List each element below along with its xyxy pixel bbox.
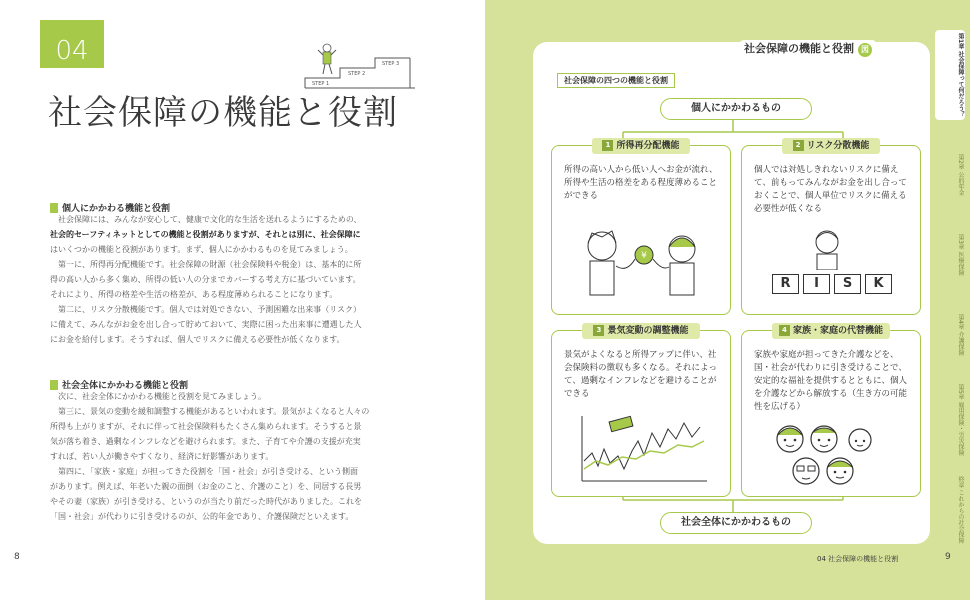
box-heading <box>582 323 700 339</box>
sidebar-item-chapter1[interactable] <box>935 30 965 120</box>
section-marker <box>50 203 58 213</box>
family-faces-illustration <box>772 423 892 489</box>
section1-body <box>50 212 418 347</box>
box-description: 景気がよくなると所得アップに伴い、社会保険料の徴収も多くなる。それによって、過剰なインフレなどを避けることができる <box>564 350 718 399</box>
figure-badge: 図 <box>858 43 872 57</box>
individual-pill: 個人にかかわるもの <box>660 98 812 120</box>
paragraph-line: 社会保障には、みんなが安心して、健康で文化的な生活を送れるようにするための、 <box>58 215 362 224</box>
section-marker <box>50 380 58 390</box>
box-title: リスク分散機能 <box>806 141 870 151</box>
stairs-label-3: STEP 3 <box>382 61 400 67</box>
paragraph-line: 次に、社会全体にかかわる機能と役割を見てみましょう。 <box>58 392 266 401</box>
box-heading <box>772 323 890 339</box>
paragraph-line: にお金を給付します。そうすれば、個人でリスクに備える必要性が低くなります。 <box>50 335 345 344</box>
chapter-sidebar <box>935 30 965 560</box>
paragraph-line: やその妻（家族）が引き受ける、というのが当たり前だった時代がありました。これを <box>50 497 362 506</box>
stairs-label-1: STEP 1 <box>312 81 330 87</box>
sidebar-item-chapter3[interactable] <box>935 220 965 290</box>
box-heading <box>592 138 690 154</box>
figure-title <box>740 40 876 57</box>
risk-blocks <box>772 274 892 294</box>
box-title: 景気変動の調整機能 <box>607 326 689 336</box>
box-family-substitution <box>741 326 921 497</box>
box-description: 家族や家庭が担ってきた介護などを、国・社会が代わりに引き受けることで、安定的な福祉を提供するとともに、個人を介護などから解放する（生き方の可能性を広げる） <box>754 350 908 412</box>
paragraph-line: 第三に、景気の変動を緩和調整する機能があるといわれます。景気がよくなると人々の <box>58 407 370 416</box>
sidebar-item-chapter4[interactable] <box>935 300 965 370</box>
risk-block-r: R <box>772 274 799 294</box>
running-footer: 04 社会保障の機能と役割 <box>817 555 899 563</box>
paragraph-line: があります。例えば、年老いた親の面倒（お金のこと、介護のこと）を、同居する長男 <box>50 482 362 491</box>
paragraph-line: はいくつかの機能と役割があります。まず、個人にかかわるものを見てみましょう。 <box>50 245 353 254</box>
paragraph-line: 気が落ち着き、過剰なインフレなどを避けられます。また、子育てや介護の支援が充実 <box>50 437 361 446</box>
society-pill: 社会全体にかかわるもの <box>660 512 812 534</box>
chapter-number-tab: 04 <box>40 20 104 68</box>
box-number: 3 <box>593 325 604 336</box>
sidebar-item-label: 終章 これからの社会保障 <box>957 476 964 544</box>
page-number-left: 8 <box>14 552 20 562</box>
box-title: 家族・家庭の代替機能 <box>792 326 883 336</box>
box-number: 4 <box>779 325 790 336</box>
box-economic-stabilization <box>551 326 731 497</box>
box-number: 2 <box>793 140 804 151</box>
box-number: 1 <box>602 140 613 151</box>
climbing-person-icon <box>318 44 336 74</box>
face-icon <box>849 429 871 451</box>
face-icon <box>827 458 853 484</box>
stairs-illustration <box>300 40 420 90</box>
section-heading-text: 個人にかかわる機能と役割 <box>62 204 171 214</box>
sidebar-item-label: 第3章 医療保険 <box>957 234 964 276</box>
sidebar-item-final[interactable] <box>935 470 965 550</box>
money-transfer-illustration <box>572 221 712 301</box>
person-with-phone-illustration <box>797 228 857 270</box>
economy-chart-illustration <box>572 411 712 486</box>
risk-block-i: I <box>803 274 830 294</box>
face-icon <box>793 458 819 484</box>
risk-block-s: S <box>834 274 861 294</box>
paragraph-line: に備えて、みんながお金を出し合って貯めておいて、実際に困った出来事に遭遇した人 <box>50 320 362 329</box>
face-icon <box>777 426 803 452</box>
section-heading-text: 社会全体にかかわる機能と役割 <box>62 381 189 391</box>
risk-block-k: K <box>865 274 892 294</box>
paragraph-line: 第四に、「家族・家庭」が担ってきた役割を「国・社会」が引き受ける、という側面 <box>58 467 358 476</box>
sidebar-item-label: 第1章 社会保障って何だろう？ <box>957 32 964 118</box>
sidebar-item-label: 第2章 公的年金 <box>957 154 964 196</box>
figure-subheading: 社会保障の四つの機能と役割 <box>557 73 675 88</box>
stairs-label-2: STEP 2 <box>348 71 366 77</box>
paragraph-line: 「国・社会」が代わりに引き受けるのが、公的年金であり、介護保険だといえます。 <box>50 512 354 521</box>
page-number-right: 9 <box>945 552 951 562</box>
paragraph-line: 所得も上がりますが、それに伴って社会保険料もたくさん集められます。そうすると景 <box>50 422 362 431</box>
paragraph-line: 社会的セーフティネットとしての機能と役割がありますが、それとは別に、社会保障に <box>50 230 361 239</box>
sidebar-item-chapter5[interactable] <box>935 380 965 460</box>
paragraph-line: すれば、若い人が働きやすくなり、経済に好影響があります。 <box>50 452 274 461</box>
sidebar-item-label: 第5章 雇用保険・労災保険 <box>957 384 964 456</box>
svg-text:¥: ¥ <box>641 251 647 261</box>
face-icon <box>811 426 837 452</box>
box-description: 所得の高い人から低い人へお金が流れ、所得や生活の格差をある程度薄めることができる <box>564 165 718 201</box>
paragraph-line: それにより、所得の格差や生活の格差が、ある程度薄められることになります。 <box>50 290 338 299</box>
sidebar-item-label: 第4章 介護保険 <box>957 314 964 356</box>
box-description: 個人では対処しきれないリスクに備えて、前もってみんながお金を出し合っておくことで、個人単位でリスクに備える必要性が低くなる <box>754 165 907 214</box>
paragraph-line: 第一に、所得再分配機能です。社会保障の財源（社会保険料や税金）は、基本的に所 <box>58 260 362 269</box>
box-heading <box>782 138 880 154</box>
section2-body <box>50 389 418 524</box>
figure-title-text: 社会保障の機能と役割 <box>744 42 854 55</box>
paragraph-line: 第二に、リスク分散機能です。個人では対処できない、予測困難な出来事（リスク） <box>58 305 362 314</box>
page-title: 社会保障の機能と役割 <box>48 93 398 133</box>
box-risk-distribution <box>741 141 921 315</box>
box-title: 所得再分配機能 <box>616 141 680 151</box>
box-income-redistribution <box>551 141 731 315</box>
sidebar-item-chapter2[interactable] <box>935 140 965 210</box>
paragraph-line: 得の高い人から多く集め、所得の低い人の分までカバーする考え方に基づいています。 <box>50 275 361 284</box>
